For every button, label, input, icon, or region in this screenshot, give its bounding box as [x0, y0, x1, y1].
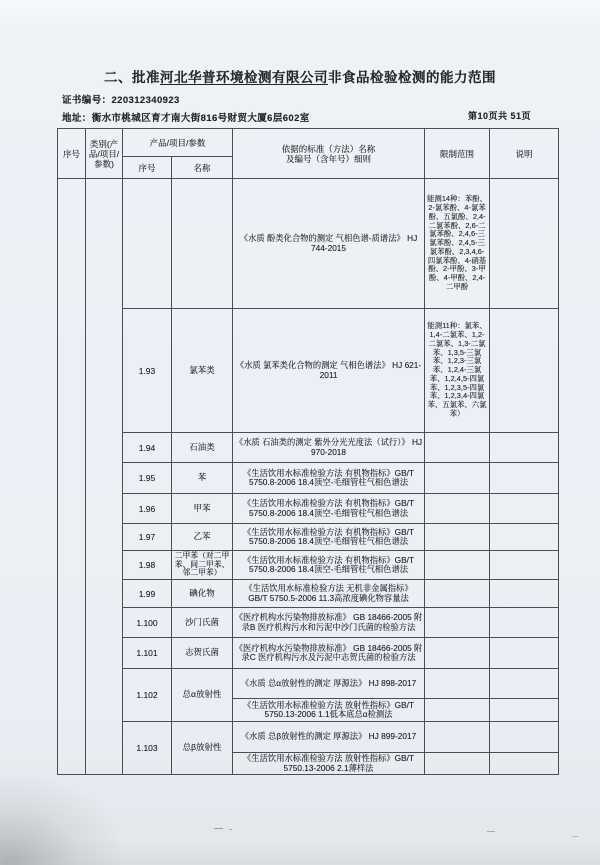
cell-seq: 1.96: [123, 494, 172, 524]
cell-name: 石油类: [172, 433, 233, 463]
cell-seq: 1.95: [123, 463, 172, 494]
scan-artifact: [214, 828, 223, 829]
header-limit: 限制范围: [425, 129, 490, 179]
cell-standard: 《生活饮用水标准检验方法 有机物指标》GB/T 5750.8-2006 18.4顶空-毛细管柱气相色谱法: [233, 494, 425, 524]
cell-note: [490, 753, 559, 775]
cell-note: [490, 463, 559, 494]
cell-note: [490, 580, 559, 608]
cell-note: [490, 669, 559, 699]
cell-name: 二甲苯（对二甲苯、间二甲苯、邻二甲苯）: [172, 551, 233, 580]
table-row: [58, 608, 559, 638]
cell-limit: [425, 638, 490, 669]
cell-limit: [425, 494, 490, 524]
cell-note: [490, 551, 559, 580]
cell-name: 氯苯类: [172, 309, 233, 433]
cell-name: 总α放射性: [172, 669, 233, 722]
header-name: 名称: [172, 157, 233, 179]
cell-seq: 1.93: [123, 309, 172, 433]
scan-artifact: [487, 831, 495, 832]
cell-name: 甲苯: [172, 494, 233, 524]
cell-standard: 《医疗机构水污染物排放标准》 GB 18466-2005 附录B 医疗机构污水和污泥中沙门氏菌的检验方法: [233, 608, 425, 638]
cell-limit: [425, 463, 490, 494]
certificate-number: 证书编号：220312340923: [62, 95, 180, 106]
header-seq: 序号: [58, 129, 86, 179]
scan-artifact: [572, 836, 578, 837]
header-standard-line1: 依据的标准（方法）名称: [281, 143, 376, 154]
table-row: [58, 638, 559, 669]
cell-note: [490, 638, 559, 669]
cell-note: [490, 494, 559, 524]
title-prefix: 二、批准: [104, 70, 160, 85]
cell-note: [490, 179, 559, 309]
cell-name: 志贺氏菌: [172, 638, 233, 669]
cell-note: [490, 309, 559, 433]
cell-note: [490, 433, 559, 463]
cell-name: 乙苯: [172, 524, 233, 551]
cell-seq: 1.94: [123, 433, 172, 463]
cell-standard: 《生活饮用水标准检验方法 无机非金属指标》 GB/T 5750.5-2006 11.3高浓度碘化物容量法: [233, 580, 425, 608]
table-row: [58, 179, 559, 309]
scan-light-edge: [0, 0, 600, 40]
table-row: [58, 433, 559, 463]
cell-limit: [425, 753, 490, 775]
table-row: [58, 722, 559, 753]
cell-note: [490, 524, 559, 551]
cell-note: [490, 608, 559, 638]
cell-standard: 《生活饮用水标准检验方法 有机物指标》GB/T 5750.8-2006 18.4顶空-毛细管柱气相色谱法: [233, 551, 425, 580]
cell-limit: [425, 608, 490, 638]
address-line: 地址：衡水市桃城区育才南大街816号财贸大厦6层602室: [62, 113, 310, 124]
cell-seq: 1.101: [123, 638, 172, 669]
title-company-name: 河北华普环境检测有限公司: [160, 70, 328, 85]
header-note: 说明: [490, 129, 559, 179]
cell-standard: 《水质 总β放射性的测定 厚源法》 HJ 899-2017: [233, 722, 425, 753]
cell-standard: 《水质 石油类的测定 紫外分光光度法（试行）》 HJ 970-2018: [233, 433, 425, 463]
header-row-1: [58, 129, 559, 157]
cell-seq: 1.100: [123, 608, 172, 638]
cell-seq: 1.98: [123, 551, 172, 580]
cell-limit: [425, 433, 490, 463]
cell-master-category: [86, 179, 123, 775]
table-row: [58, 463, 559, 494]
scan-artifact: [229, 829, 232, 830]
cell-note: [490, 699, 559, 722]
cell-seq: 1.103: [123, 722, 172, 775]
cell-seq: 1.99: [123, 580, 172, 608]
cell-limit: [425, 722, 490, 753]
page-title: [0, 66, 600, 86]
cell-limit: [425, 580, 490, 608]
header-sub-seq: 序号: [123, 157, 172, 179]
cell-limit: [425, 551, 490, 580]
table-row: [58, 580, 559, 608]
header-standard: [233, 129, 425, 179]
header-product-group: 产品/项目/参数: [123, 129, 233, 157]
cell-name: 沙门氏菌: [172, 608, 233, 638]
header-category: 类别(产品/项目/参数): [86, 129, 123, 179]
cell-seq: 1.102: [123, 669, 172, 722]
cell-limit: [425, 669, 490, 699]
cell-limit: 能测11种：氯苯、1,4-二氯苯、1,2-二氯苯、1,3-二氯苯、1,3,5-三氯苯、1,2,3-三氯苯、1,2,4-三氯苯、1,2,4,5-四氯苯、1,2,3,5-四氯苯、1,2,3,4-四氯苯、五氯苯、六氯苯）: [425, 309, 490, 433]
cell-standard: 《生活饮用水标准检验方法 有机物指标》GB/T 5750.8-2006 18.4顶空-毛细管柱气相色谱法: [233, 524, 425, 551]
scan-shadow-corner: [0, 775, 120, 865]
table-row: [58, 494, 559, 524]
cell-standard: 《水质 氯苯类化合物的测定 气相色谱法》 HJ 621-2011: [233, 309, 425, 433]
cell-name: 碘化物: [172, 580, 233, 608]
cell-standard: 《医疗机构水污染物排放标准》 GB 18466-2005 附录C 医疗机构污水及污泥中志贺氏菌的检验方法: [233, 638, 425, 669]
cell-standard: 《水质 总α放射性的测定 厚源法》 HJ 898-2017: [233, 669, 425, 699]
table-row: [58, 309, 559, 433]
cell-standard: 《生活饮用水标准检验方法 放射性指标》GB/T 5750.13-2006 2.1薄样法: [233, 753, 425, 775]
table-row: [58, 524, 559, 551]
cell-standard: 《水质 酚类化合物的测定 气相色谱-质谱法》 HJ 744-2015: [233, 179, 425, 309]
cell-name: 总β放射性: [172, 722, 233, 775]
table-row: [58, 669, 559, 699]
cell-limit: [425, 524, 490, 551]
capability-scope-table: [57, 128, 559, 775]
cell-master-seq: [58, 179, 86, 775]
cell-note: [490, 722, 559, 753]
cell-limit: 能测14种：苯酚、2-氯苯酚、4-氯苯酚、五氯酚、2,4-二氯苯酚、2,6-二氯苯酚、2,4,6-三氯苯酚、2,4,5-三氯苯酚、2,3,4,6-四氯苯酚、4-硝基酚、2-甲酚、3-甲酚、4-甲酚、2,4-二甲酚: [425, 179, 490, 309]
table-row: [58, 551, 559, 580]
header-standard-line2: 及编号（含年号）细则: [286, 153, 372, 164]
title-suffix: 非食品检验检测的能力范围: [328, 70, 496, 85]
cell-standard: 《生活饮用水标准检验方法 放射性指标》GB/T 5750.13-2006 1.1低本底总α检测法: [233, 699, 425, 722]
cell-name: [172, 179, 233, 309]
cell-limit: [425, 699, 490, 722]
page-indicator: 第10页共 51页: [468, 111, 532, 121]
cell-seq: [123, 179, 172, 309]
cell-standard: 《生活饮用水标准检验方法 有机物指标》GB/T 5750.8-2006 18.4顶空-毛细管柱气相色谱法: [233, 463, 425, 494]
cell-seq: 1.97: [123, 524, 172, 551]
cell-name: 苯: [172, 463, 233, 494]
